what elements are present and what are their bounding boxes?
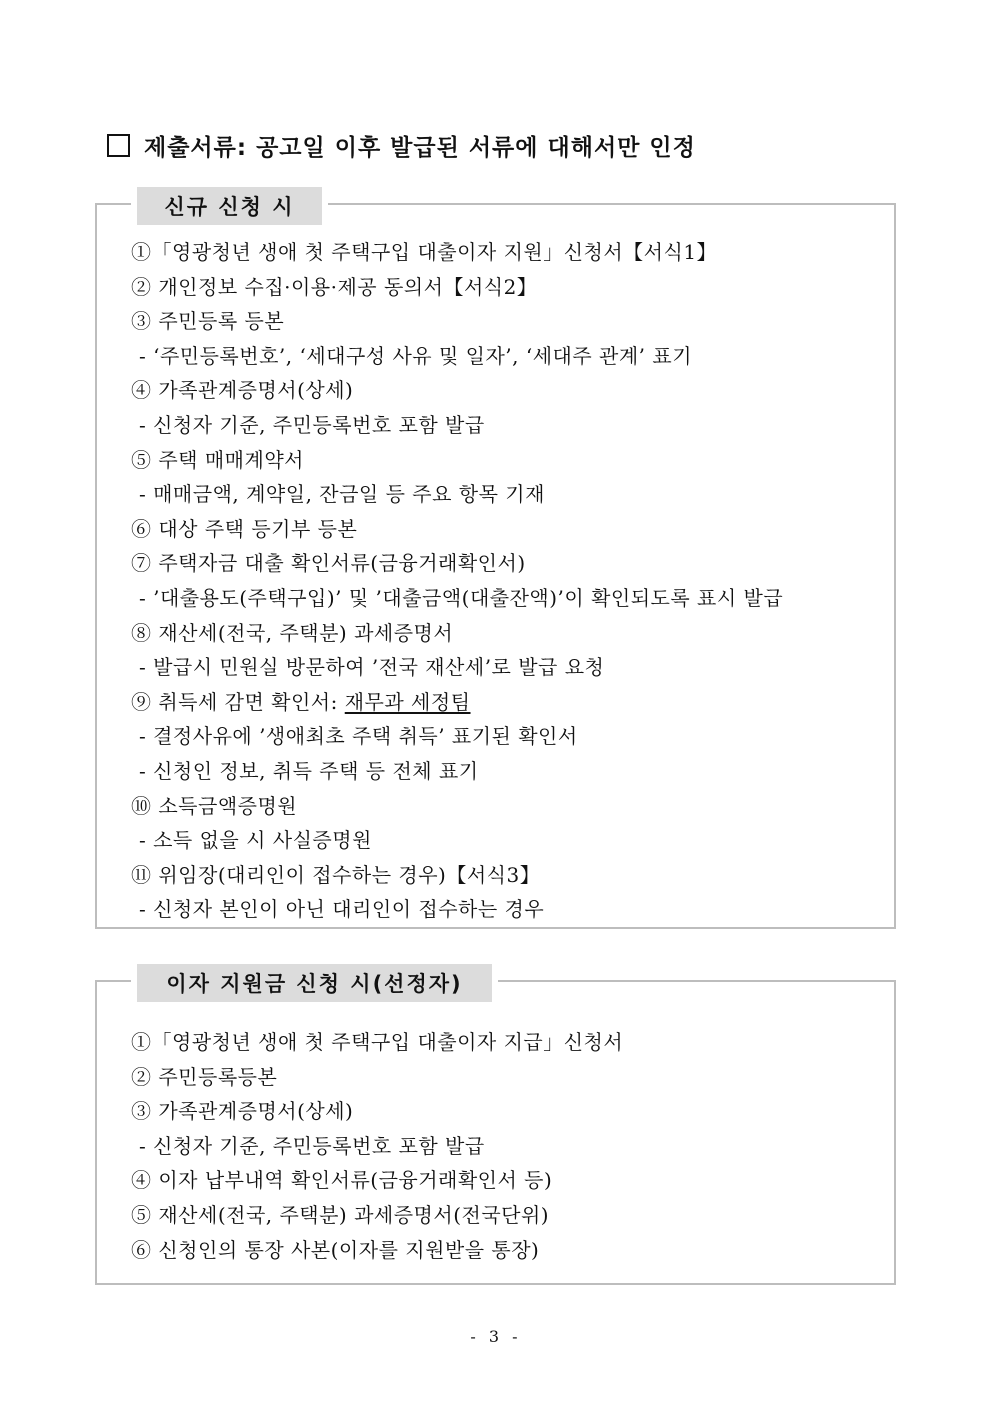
new-application-title: 신규 신청 시 [137,187,322,225]
heading-text: 제출서류: 공고일 이후 발급된 서류에 대해서만 인정 [144,134,696,161]
list-sub-item: - 결정사유에 ’생애최초 주택 취득’ 표기된 확인서 [139,724,578,749]
list-sub-item: - 신청인 정보, 취득 주택 등 전체 표기 [139,758,479,783]
list-item: ④ 가족관계증명서(상세) [131,378,354,403]
list-item: ③ 주민등록 등본 [131,309,285,334]
list-sub-item: - 매매금액, 계약일, 잔금일 등 주요 항목 기재 [139,482,545,507]
list-item: ⑩ 소득금액증명원 [131,793,298,818]
list-sub-item: - 소득 없을 시 사실증명원 [139,828,372,853]
section-heading [107,128,696,162]
interest-payment-list [131,1025,623,1267]
checkbox-square-icon [107,134,130,157]
list-item: ⑥ 대상 주택 등기부 등본 [131,516,358,541]
interest-payment-title: 이자 지원금 신청 시(선정자) [137,964,492,1002]
interest-payment-box [95,972,896,1285]
list-sub-item: - 신청자 기준, 주민등록번호 포함 발급 [139,1133,485,1158]
underlined-department: 재무과 세정팀 [344,689,471,714]
list-item: ② 주민등록등본 [131,1064,278,1089]
list-item: ①「영광청년 생애 첫 주택구입 대출이자 지급」신청서 [131,1030,624,1054]
list-item: ⑤ 재산세(전국, 주택분) 과세증명서(전국단위) [131,1202,550,1227]
list-item: ② 개인정보 수집·이용·제공 동의서【서식2】 [131,274,538,299]
page-number: - 3 - [470,1327,522,1346]
list-item-tax-reduction [131,685,783,720]
list-item: ⑦ 주택자금 대출 확인서류(금융거래확인서) [131,551,526,576]
list-item: ⑪ 위임장(대리인이 접수하는 경우)【서식3】 [131,862,541,887]
list-item: ④ 이자 납부내역 확인서류(금융거래확인서 등) [131,1168,553,1193]
list-sub-item: - 신청자 기준, 주민등록번호 포함 발급 [139,412,485,437]
list-sub-item: - ’대출용도(주택구입)’ 및 ’대출금액(대출잔액)’이 확인되도록 표시 발급 [139,585,784,610]
list-item-label: ⑨ 취득세 감면 확인서: [131,689,345,714]
list-item: ⑧ 재산세(전국, 주택분) 과세증명서 [131,620,454,645]
new-application-list [131,235,783,927]
list-sub-item: - 신청자 본인이 아닌 대리인이 접수하는 경우 [139,897,545,922]
list-sub-item: - ‘주민등록번호’, ‘세대구성 사유 및 일자’, ‘세대주 관계’ 표기 [139,343,693,368]
list-item: ①「영광청년 생애 첫 주택구입 대출이자 지원」신청서【서식1】 [131,240,718,264]
list-sub-item: - 발급시 민원실 방문하여 ’전국 재산세’로 발급 요청 [139,655,605,680]
list-item: ⑥ 신청인의 통장 사본(이자를 지원받을 통장) [131,1237,540,1262]
list-item: ③ 가족관계증명서(상세) [131,1099,354,1124]
list-item: ⑤ 주택 매매계약서 [131,447,304,472]
new-application-box [95,195,896,929]
